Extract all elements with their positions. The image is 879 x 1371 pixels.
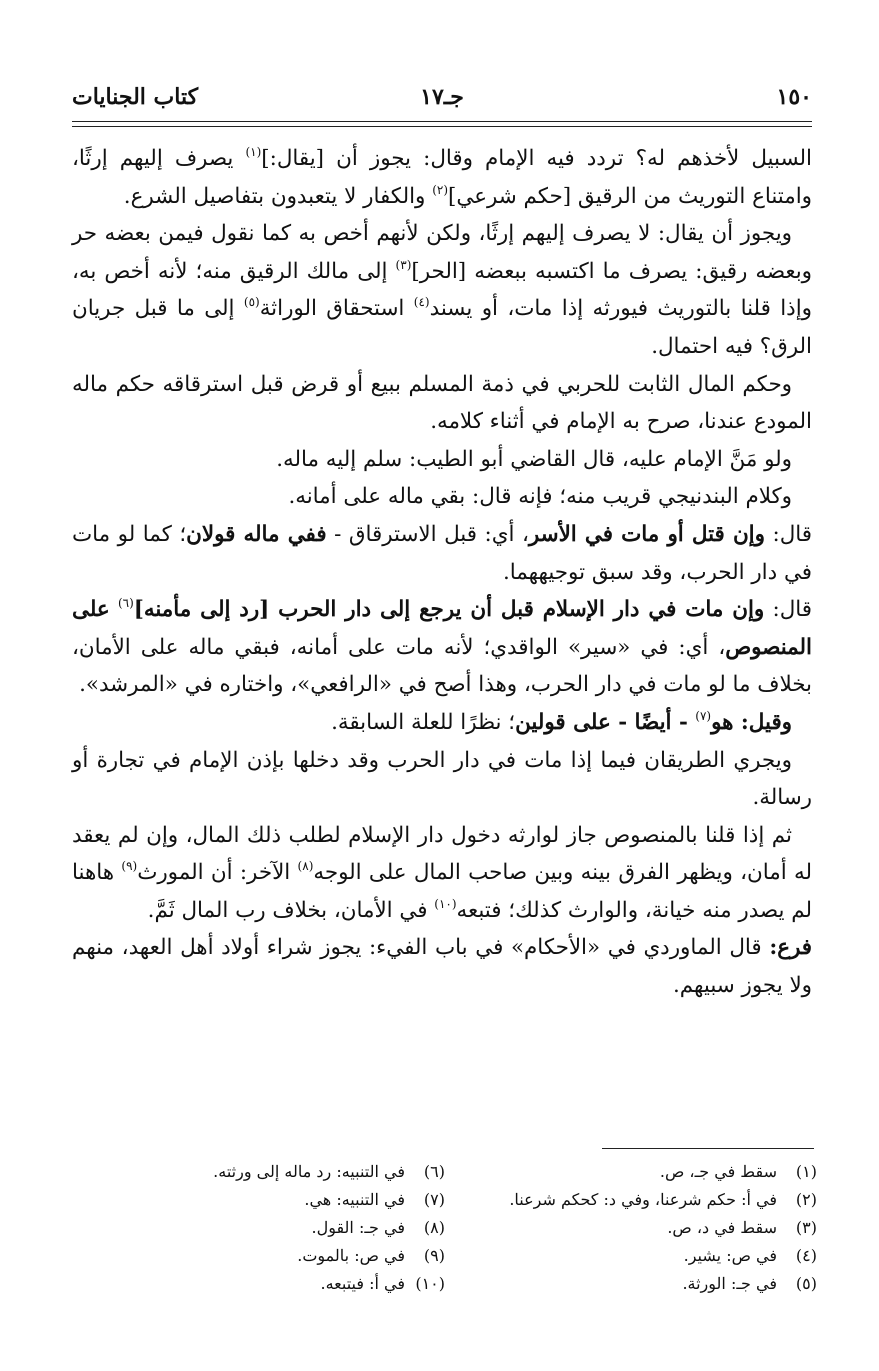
footnote-ref-3: (٣) <box>395 257 412 272</box>
footnote-item: (٤)في ص: يشير. <box>683 1246 817 1265</box>
volume-label: جـ١٧ <box>420 84 464 110</box>
footnote-item: (١)سقط في جـ، ص. <box>659 1162 817 1181</box>
matn-text: وإن مات في دار الإسلام قبل أن يرجع إلى دار الحرب [رد إلى مأمنه] <box>133 597 765 623</box>
footnote-item: (٣)سقط في د، ص. <box>667 1218 817 1237</box>
footnote-item: (٨)في جـ: القول. <box>311 1218 445 1237</box>
footnote-column-left <box>73 1158 445 1298</box>
footnote-ref-2: (٢) <box>432 182 449 197</box>
paragraph-8: وقيل: هو$^{(٧)}$ - أيضًا - على قولين؛ نظرًا للعلة السابقة. <box>331 708 792 735</box>
paragraph-11: فرع: قال الماوردي في «الأحكام» في باب الفيء: يجوز شراء أولاد أهل العهد، منهم ولا يجوز سبيهم. <box>72 935 812 999</box>
paragraph-9: ويجري الطريقان فيما إذا مات في دار الحرب وقد دخلها بإذن الإمام في تجارة أو رسالة. <box>72 747 812 811</box>
footnote-ref-10: (١٠) <box>434 896 457 911</box>
paragraph-3: وحكم المال الثابت للحربي في ذمة المسلم ببيع أو قرض قبل استرقاقه حكم ماله المودع عندنا، صرح به الإمام في أثناء كلامه. <box>72 371 812 435</box>
footnote-item: (٥)في جـ: الورثة. <box>682 1274 817 1293</box>
paragraph-2: ويجوز أن يقال: لا يصرف إليهم إرثًا، ولكن لأنهم أخص به كما نقول فيمن بعضه حر وبعضه رقيق: يصرف ما اكتسبه ببعضه [الحر]$^{(٣)}$ إلى مالك الرقيق منه؛ لأنه أخص به، وإذا قلنا بالتوريث فيورثه إذا مات، أو يسند$^{(٤)}$ استحقاق الوراثة$^{(٥)}$ إلى ما قبل جريان الرق؟ فيه احتمال. <box>72 221 812 359</box>
paragraph-5: وكلام البندنيجي قريب منه؛ فإنه قال: بقي ماله على أمانه. <box>288 484 792 510</box>
matn-text: وإن قتل أو مات في الأسر <box>528 521 765 547</box>
paragraph-6: قال: وإن قتل أو مات في الأسر، أي: قبل الاسترقاق - ففي ماله قولان؛ كما لو مات في دار الحرب، وقد سبق توجيههما. <box>72 521 812 585</box>
footnote-item: (٩)في ص: بالموت. <box>297 1246 445 1265</box>
matn-text: - أيضًا - على قولين <box>515 709 696 735</box>
matn-text: ففي ماله قولان <box>186 521 327 547</box>
paragraph-7: قال: وإن مات في دار الإسلام قبل أن يرجع إلى دار الحرب [رد إلى مأمنه]$^{(٦)}$ على المنصوص، أي: في «سير» الواقدي؛ لأنه مات على أمانه، فبقي ماله على الأمان، بخلاف ما لو مات في دار الحرب، وهذا أصح في «الرافعي»، واختاره في «المرشد». <box>72 596 812 698</box>
matn-text: على المنصوص <box>72 597 812 660</box>
footnote-ref-8: (٨) <box>297 859 314 874</box>
footnote-ref-1: (١) <box>245 145 262 159</box>
branch-label: فرع: <box>769 935 812 961</box>
paragraph-10: ثم إذا قلنا بالمنصوص جاز لوارثه دخول دار الإسلام لطلب ذلك المال، وإن لم يعقد له أمان، ويظهر الفرق بينه وبين صاحب المال على الوجه$^{(٨)}$ الآخر: أن المورث$^{(٩)}$ هاهنا لم يصدر منه خيانة، والوارث كذلك؛ فتبعه$^{(١٠)}$ في الأمان، بخلاف رب المال ثَمَّ. <box>72 822 812 923</box>
paragraph-1: السبيل لأخذهم له؟ تردد فيه الإمام وقال: يجوز أن [يقال:]$^{(١)}$ يصرف إليهم إرثًا، وامتناع التوريث من الرقيق [حكم شرعي]$^{(٢)}$ والكفار لا يتعبدون بتفاصيل الشرع. <box>72 145 813 209</box>
footnote-item: (١٠)في أ: فيتبعه. <box>320 1274 445 1293</box>
footnote-item: (٧)في التنبيه: هي. <box>304 1190 445 1209</box>
footnote-ref-6: (٦) <box>117 596 134 611</box>
footnote-ref-4: (٤) <box>413 295 430 310</box>
footnote-item: (٦)في التنبيه: رد ماله إلى ورثته. <box>213 1162 445 1181</box>
footnotes <box>72 1158 817 1318</box>
page-number: ١٥٠ <box>776 84 812 110</box>
main-text <box>72 140 812 1005</box>
paragraph-4: ولو مَنَّ الإمام عليه، قال القاضي أبو الطيب: سلم إليه ماله. <box>276 446 792 472</box>
header-rule-thin <box>72 126 812 127</box>
matn-text: وقيل: هو <box>711 709 792 735</box>
header-rule <box>72 121 812 122</box>
footnote-ref-7: (٧) <box>695 708 712 723</box>
footnote-item: (٢)في أ: حكم شرعنا، وفي د: كحكم شرعنا. <box>509 1190 817 1209</box>
footnote-separator <box>602 1148 814 1149</box>
running-header <box>72 80 812 120</box>
footnote-column-right <box>445 1158 817 1298</box>
footnote-ref-9: (٩) <box>121 859 138 874</box>
footnote-ref-5: (٥) <box>243 295 260 310</box>
book-title: كتاب الجنايات <box>72 84 199 110</box>
